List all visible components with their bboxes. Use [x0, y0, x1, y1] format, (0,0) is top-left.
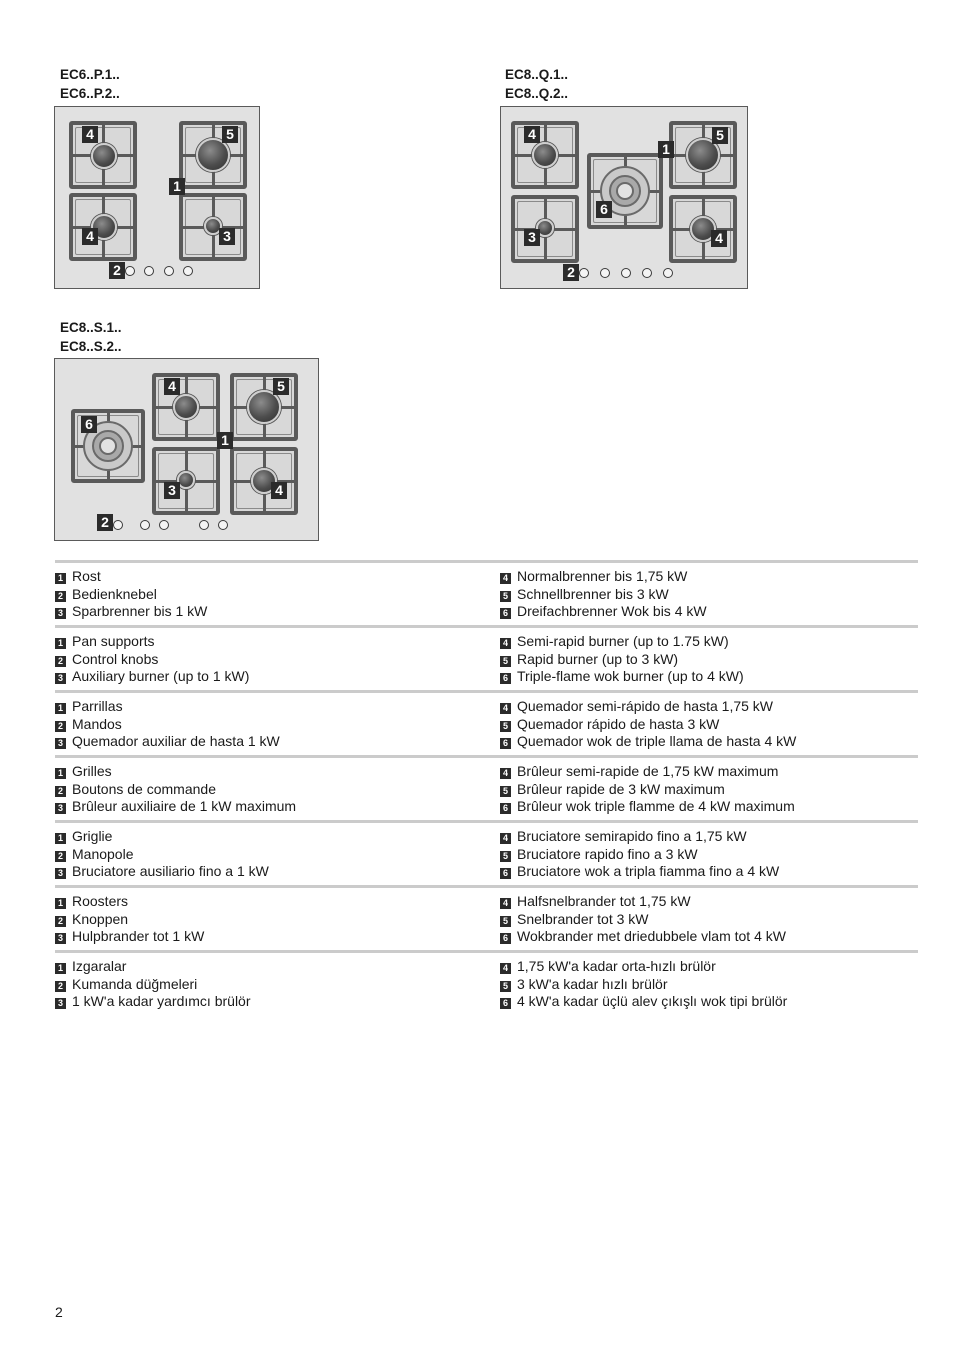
legend-text: Quemador semi-rápido de hasta 1,75 kW	[517, 698, 774, 714]
legend-divider	[55, 820, 918, 823]
legend-text: Kumanda düğmeleri	[72, 975, 198, 992]
legend-number-badge: 3	[55, 673, 66, 684]
legend-number-badge: 3	[55, 738, 66, 749]
legend-number-badge: 5	[500, 786, 511, 797]
model-label-ec8q	[505, 65, 568, 103]
control-knob	[663, 268, 673, 278]
legend-divider	[55, 625, 918, 628]
legend-number-badge: 5	[500, 721, 511, 732]
legend-number-badge: 2	[55, 656, 66, 667]
badge-4: 4	[524, 126, 540, 143]
legend-number-badge: 4	[500, 768, 511, 779]
legend-item	[55, 568, 207, 586]
control-knob	[159, 520, 169, 530]
legend-text: Brûleur semi-rapide de 1,75 kW maximum	[517, 763, 779, 779]
badge-4: 4	[82, 126, 98, 143]
legend-text: Bruciatore ausiliario fino a 1 kW	[72, 863, 269, 879]
legend-column-right	[500, 568, 707, 621]
legend-number-badge: 4	[500, 898, 511, 909]
semi-rapid-burner	[91, 143, 117, 169]
legend-item	[500, 863, 779, 881]
legend-column-right	[500, 633, 744, 686]
legend-item	[500, 993, 787, 1011]
control-knob	[140, 520, 150, 530]
legend-item	[500, 716, 796, 734]
legend-number-badge: 6	[500, 738, 511, 749]
legend-item	[55, 716, 280, 734]
legend-text: Dreifachbrenner Wok bis 4 kW	[517, 603, 707, 619]
hob-diagram-ec6p	[54, 106, 260, 289]
legend-text: Brûleur wok triple flamme de 4 kW maximum	[517, 798, 795, 814]
legend-column-right	[500, 958, 787, 1011]
legend-text: Boutons de commande	[72, 780, 216, 797]
badge-1: 1	[169, 178, 185, 195]
legend-item	[500, 846, 779, 864]
legend-text: Rapid burner (up to 3 kW)	[517, 650, 679, 667]
legend-text: Quemador wok de triple llama de hasta 4 kW	[517, 733, 797, 749]
legend-number-badge: 5	[500, 981, 511, 992]
legend-item	[55, 911, 204, 929]
model-code: EC8..Q.2..	[505, 86, 569, 101]
legend-item	[500, 668, 744, 686]
legend-text: Sparbrenner bis 1 kW	[72, 603, 208, 619]
legend-column-left	[55, 828, 269, 881]
legend-number-badge: 3	[55, 998, 66, 1009]
hob-diagram-ec8s	[54, 358, 319, 541]
legend-item	[55, 798, 296, 816]
semi-rapid-burner	[173, 394, 199, 420]
legend-number-badge: 4	[500, 573, 511, 584]
badge-4: 4	[164, 378, 180, 395]
badge-2: 2	[563, 264, 579, 281]
legend-text: Schnellbrenner bis 3 kW	[517, 585, 669, 602]
control-knob	[621, 268, 631, 278]
legend-text: Brûleur rapide de 3 kW maximum	[517, 780, 725, 797]
legend-number-badge: 2	[55, 851, 66, 862]
legend-item	[55, 863, 269, 881]
legend-text: Rost	[72, 568, 101, 584]
legend-divider	[55, 690, 918, 693]
legend-text: Izgaralar	[72, 958, 127, 974]
legend-number-badge: 5	[500, 591, 511, 602]
legend-item	[500, 586, 707, 604]
control-knob	[642, 268, 652, 278]
legend-item	[55, 976, 251, 994]
legend-text: Triple-flame wok burner (up to 4 kW)	[517, 668, 744, 684]
legend-text: Griglie	[72, 828, 113, 844]
badge-4: 4	[82, 228, 98, 245]
legend-item	[500, 911, 786, 929]
legend-item	[500, 893, 786, 911]
legend-text: Control knobs	[72, 650, 159, 667]
legend-text: Brûleur auxiliaire de 1 kW maximum	[72, 798, 297, 814]
model-code: EC6..P.1..	[60, 67, 120, 82]
legend-item	[500, 603, 707, 621]
legend-number-badge: 1	[55, 898, 66, 909]
control-knob	[218, 520, 228, 530]
legend-text: Snelbrander tot 3 kW	[517, 910, 649, 927]
legend-text: Normalbrenner bis 1,75 kW	[517, 568, 688, 584]
control-knob	[199, 520, 209, 530]
legend-number-badge: 3	[55, 803, 66, 814]
legend-divider	[55, 560, 918, 563]
legend-text: 1 kW'a kadar yardımcı brülör	[72, 993, 251, 1009]
legend-text: 3 kW'a kadar hızlı brülör	[517, 975, 668, 992]
legend-item	[55, 733, 280, 751]
legend-text: Wokbrander met driedubbele vlam tot 4 kW	[517, 928, 786, 944]
model-code: EC8..S.1..	[60, 320, 122, 335]
legend-column-left	[55, 958, 251, 1011]
legend-item	[500, 698, 796, 716]
legend-text: Pan supports	[72, 633, 155, 649]
model-label-ec6p	[60, 65, 120, 103]
legend-item	[500, 976, 787, 994]
legend-number-badge: 1	[55, 963, 66, 974]
badge-1: 1	[658, 141, 674, 158]
legend-number-badge: 4	[500, 833, 511, 844]
legend-text: Quemador rápido de hasta 3 kW	[517, 715, 720, 732]
legend-text: Bruciatore wok a tripla fiamma fino a 4 kW	[517, 863, 780, 879]
badge-3: 3	[524, 229, 540, 246]
legend-item	[500, 568, 707, 586]
legend-item	[55, 781, 296, 799]
legend-text: Roosters	[72, 893, 129, 909]
control-knob	[125, 266, 135, 276]
legend-text: Hulpbrander tot 1 kW	[72, 928, 205, 944]
legend-number-badge: 2	[55, 916, 66, 927]
page-number: 2	[55, 1304, 63, 1320]
legend-column-right	[500, 893, 786, 946]
badge-4: 4	[711, 230, 727, 247]
legend-number-badge: 6	[500, 673, 511, 684]
legend-item	[500, 958, 787, 976]
badge-6: 6	[81, 416, 97, 433]
legend-number-badge: 2	[55, 591, 66, 602]
model-code: EC6..P.2..	[60, 86, 120, 101]
legend-text: Grilles	[72, 763, 112, 779]
legend-item	[55, 993, 251, 1011]
legend-number-badge: 6	[500, 998, 511, 1009]
legend-text: Knoppen	[72, 910, 129, 927]
legend-item	[55, 893, 204, 911]
legend-divider	[55, 755, 918, 758]
legend-text: Semi-rapid burner (up to 1.75 kW)	[517, 633, 729, 649]
legend-column-left	[55, 633, 249, 686]
badge-1: 1	[217, 432, 233, 449]
legend-number-badge: 3	[55, 608, 66, 619]
legend-text: 4 kW'a kadar üçlü alev çıkışlı wok tipi brülör	[517, 993, 788, 1009]
legend-number-badge: 6	[500, 608, 511, 619]
legend-item	[500, 828, 779, 846]
badge-2: 2	[97, 514, 113, 531]
rapid-burner	[196, 138, 230, 172]
badge-5: 5	[273, 378, 289, 395]
legend-item	[500, 798, 795, 816]
legend-item	[55, 698, 280, 716]
semi-rapid-burner	[532, 142, 558, 168]
legend-number-badge: 1	[55, 768, 66, 779]
model-code: EC8..S.2..	[60, 339, 122, 354]
legend-number-badge: 2	[55, 721, 66, 732]
legend-item	[500, 781, 795, 799]
legend-text: Quemador auxiliar de hasta 1 kW	[72, 733, 280, 749]
legend-text: Manopole	[72, 845, 134, 862]
legend-item	[55, 668, 249, 686]
legend-item	[55, 958, 251, 976]
control-knob	[579, 268, 589, 278]
model-label-ec8s	[60, 318, 122, 356]
legend-number-badge: 1	[55, 573, 66, 584]
legend-number-badge: 6	[500, 933, 511, 944]
legend-text: Bruciatore rapido fino a 3 kW	[517, 845, 698, 862]
control-knob	[183, 266, 193, 276]
legend-item	[55, 828, 269, 846]
rapid-burner	[247, 390, 281, 424]
legend-number-badge: 1	[55, 833, 66, 844]
legend-column-right	[500, 828, 779, 881]
legend-item	[55, 586, 207, 604]
control-knob	[113, 520, 123, 530]
legend-column-right	[500, 763, 795, 816]
legend-column-right	[500, 698, 796, 751]
badge-3: 3	[164, 482, 180, 499]
badge-5: 5	[222, 126, 238, 143]
legend-item	[500, 928, 786, 946]
badge-3: 3	[219, 228, 235, 245]
control-knob	[144, 266, 154, 276]
legend-number-badge: 3	[55, 933, 66, 944]
legend-number-badge: 3	[55, 868, 66, 879]
legend-number-badge: 6	[500, 868, 511, 879]
legend-item	[55, 603, 207, 621]
legend-column-left	[55, 698, 280, 751]
badge-2: 2	[109, 262, 125, 279]
legend-text: Bedienknebel	[72, 585, 157, 602]
legend-text: Parrillas	[72, 698, 123, 714]
legend-item	[55, 846, 269, 864]
badge-5: 5	[712, 127, 728, 144]
legend-number-badge: 2	[55, 786, 66, 797]
legend-number-badge: 1	[55, 638, 66, 649]
legend-text: Bruciatore semirapido fino a 1,75 kW	[517, 828, 747, 844]
legend-number-badge: 5	[500, 851, 511, 862]
legend-number-badge: 5	[500, 656, 511, 667]
legend-column-left	[55, 763, 296, 816]
legend-item	[500, 633, 744, 651]
badge-4: 4	[271, 482, 287, 499]
hob-diagram-ec8q	[500, 106, 748, 289]
model-code: EC8..Q.1..	[505, 67, 569, 82]
legend-number-badge: 4	[500, 703, 511, 714]
legend-item	[55, 651, 249, 669]
legend-item	[55, 633, 249, 651]
legend-item	[55, 763, 296, 781]
legend-number-badge: 4	[500, 963, 511, 974]
legend-divider	[55, 885, 918, 888]
legend-text: Auxiliary burner (up to 1 kW)	[72, 668, 250, 684]
legend-text: 1,75 kW'a kadar orta-hızlı brülör	[517, 958, 716, 974]
control-knob	[164, 266, 174, 276]
legend-item	[55, 928, 204, 946]
legend-text: Mandos	[72, 715, 122, 732]
legend-number-badge: 5	[500, 916, 511, 927]
badge-6: 6	[596, 201, 612, 218]
legend-number-badge: 2	[55, 981, 66, 992]
control-knob	[600, 268, 610, 278]
legend-divider	[55, 950, 918, 953]
legend-item	[500, 763, 795, 781]
legend-item	[500, 733, 796, 751]
legend-column-left	[55, 893, 204, 946]
legend-number-badge: 4	[500, 638, 511, 649]
legend-number-badge: 1	[55, 703, 66, 714]
legend-item	[500, 651, 744, 669]
legend-number-badge: 6	[500, 803, 511, 814]
legend-text: Halfsnelbrander tot 1,75 kW	[517, 893, 691, 909]
legend-column-left	[55, 568, 207, 621]
